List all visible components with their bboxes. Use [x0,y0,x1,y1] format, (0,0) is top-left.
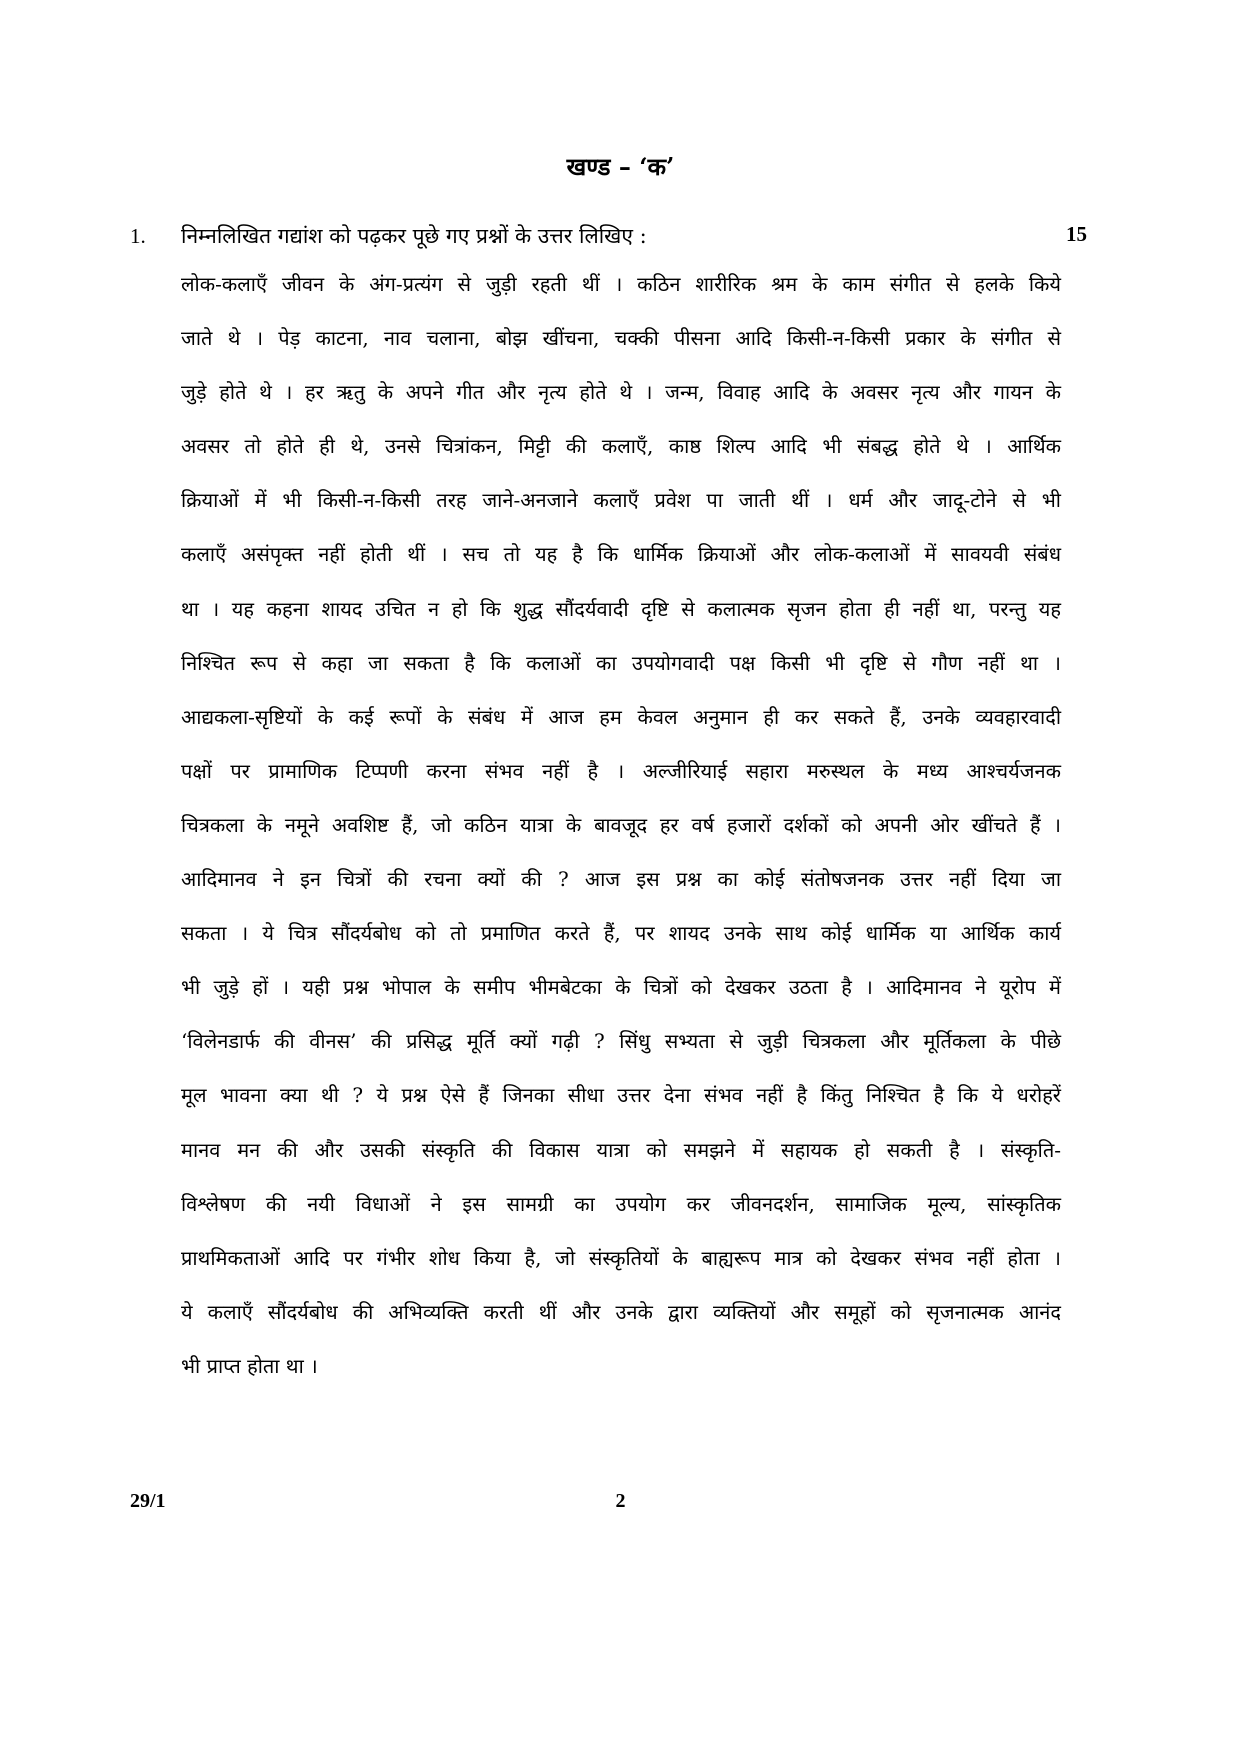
passage-line: पक्षों पर प्रामाणिक टिप्पणी करना संभव नहीं है । अल्जीरियाई सहारा मरुस्थल के मध्य आश्चर्यजनक [181,758,1061,783]
passage-line: ये कलाएँ सौंदर्यबोध की अभिव्यक्ति करती थीं और उनके द्वारा व्यक्तियों और समूहों को सृजनात्मक आनंद [181,1299,1061,1324]
passage-line: चित्रकला के नमूने अवशिष्ट हैं, जो कठिन यात्रा के बावजूद हर वर्ष हजारों दर्शकों को अपनी ओर खींचते हैं । [181,812,1061,837]
passage-line: मूल भावना क्या थी ? ये प्रश्न ऐसे हैं जिनका सीधा उत्तर देना संभव नहीं है किंतु निश्चित है कि ये धरोहरें [181,1083,1061,1108]
passage-line: विश्लेषण की नयी विधाओं ने इस सामग्री का उपयोग कर जीवनदर्शन, सामाजिक मूल्य, सांस्कृतिक [181,1191,1061,1216]
section-heading: खण्ड – ‘क’ [566,152,675,181]
question-number: 1. [130,224,146,248]
passage-line: था । यह कहना शायद उचित न हो कि शुद्ध सौंदर्यवादी दृष्टि से कलात्मक सृजन होता ही नहीं था, परन्तु यह [181,596,1061,621]
page-number: 2 [615,1490,626,1512]
passage-line: लोक-कलाएँ जीवन के अंग-प्रत्यंग से जुड़ी रहती थीं । कठिन शारीरिक श्रम के काम संगीत से हलके किये [181,272,1061,296]
passage-line: कलाएँ असंपृक्त नहीं होती थीं । सच तो यह है कि धार्मिक क्रियाओं और लोक-कलाओं में सावयवी संबंध [181,542,1061,567]
passage-line: मानव मन की और उसकी संस्कृति की विकास यात्रा को समझने में सहायक हो सकती है । संस्कृति- [181,1137,1061,1162]
passage-line: भी प्राप्त होता था । [181,1353,318,1378]
passage-line: आदिमानव ने इन चित्रों की रचना क्यों की ? आज इस प्रश्न का कोई संतोषजनक उत्तर नहीं दिया जा [181,867,1061,892]
question-instruction: निम्नलिखित गद्यांश को पढ़कर पूछे गए प्रश्नों के उत्तर लिखिए : [181,224,647,248]
question-marks: 15 [1066,222,1087,246]
passage-line: अवसर तो होते ही थे, उनसे चित्रांकन, मिट्टी की कलाएँ, काष्ठ शिल्प आदि भी संबद्ध होते थे । आर्थिक [181,434,1061,459]
passage-line: सकता । ये चित्र सौंदर्यबोध को तो प्रमाणित करते हैं, पर शायद उनके साथ कोई धार्मिक या आर्थिक कार्य [181,921,1061,946]
passage-line: जाते थे । पेड़ काटना, नाव चलाना, बोझ खींचना, चक्की पीसना आदि किसी-न-किसी प्रकार के संगीत से [181,326,1061,351]
passage-line: भी जुड़े हों । यही प्रश्न भोपाल के समीप भीमबेटका के चित्रों को देखकर उठता है । आदिमानव ने यूरोप में [181,975,1061,1000]
paper-code: 29/1 [130,1490,166,1512]
passage [181,265,1061,1401]
passage-line: क्रियाओं में भी किसी-न-किसी तरह जाने-अनजाने कलाएँ प्रवेश पा जाती थीं । धर्म और जादू-टोने से भी [181,488,1061,513]
passage-line: जुड़े होते थे । हर ऋतु के अपने गीत और नृत्य होते थे । जन्म, विवाह आदि के अवसर नृत्य और गायन के [181,380,1061,405]
passage-line: निश्चित रूप से कहा जा सकता है कि कलाओं का उपयोगवादी पक्ष किसी भी दृष्टि से गौण नहीं था । [181,650,1061,675]
passage-line: आद्यकला-सृष्टियों के कई रूपों के संबंध में आज हम केवल अनुमान ही कर सकते हैं, उनके व्यवहारवादी [181,704,1061,729]
passage-line: ‘विलेनडार्फ की वीनस’ की प्रसिद्ध मूर्ति क्यों गढ़ी ? सिंधु सभ्यता से जुड़ी चित्रकला और मूर्तिकला के पीछे [181,1029,1061,1054]
passage-line: प्राथमिकताओं आदि पर गंभीर शोध किया है, जो संस्कृतियों के बाह्यरूप मात्र को देखकर संभव नहीं होता । [181,1245,1061,1270]
